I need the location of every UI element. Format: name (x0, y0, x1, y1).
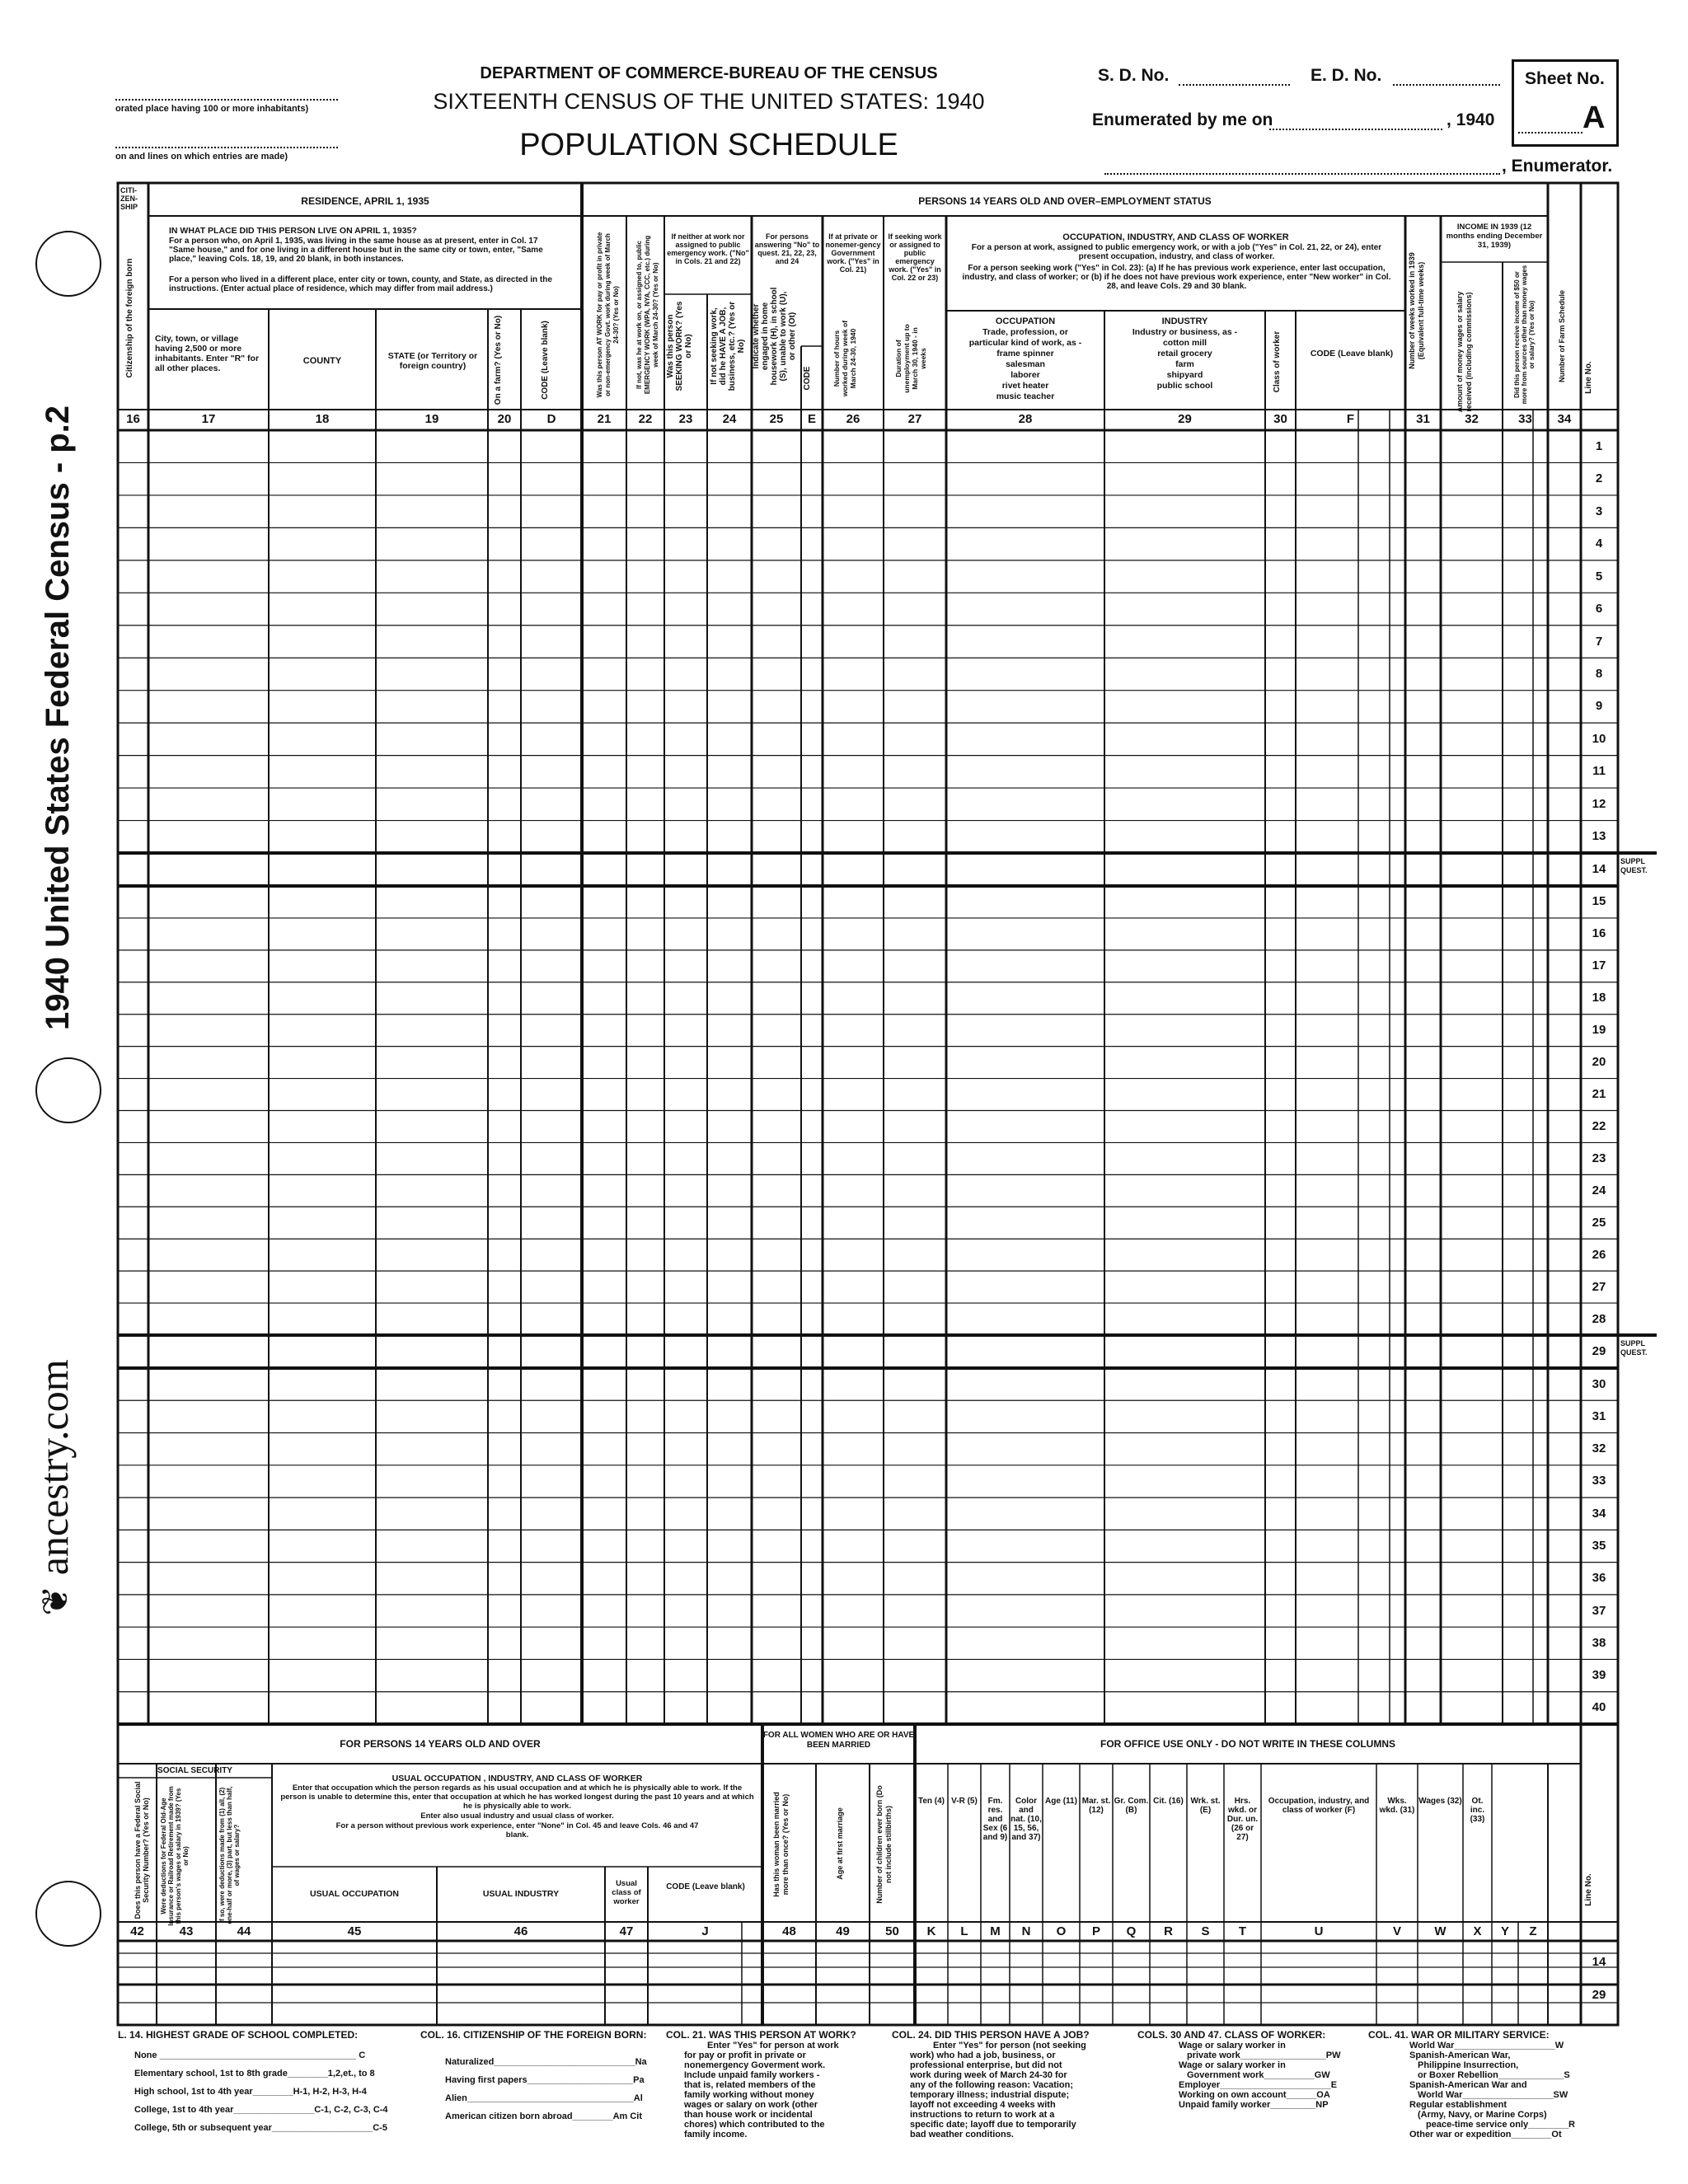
col29-example: Industry or business, as - (1132, 327, 1238, 337)
suppl-quest-14: SUPPL QUEST. (1620, 857, 1648, 874)
line-number: 28 (1592, 1311, 1606, 1326)
footnote-line: Having first papers_____________________Pa (445, 2075, 645, 2085)
usual-title: USUAL OCCUPATION , INDUSTRY, AND CLASS OF WORKER (392, 1774, 643, 1783)
line-number: 37 (1592, 1603, 1606, 1618)
footnote-line: Wage or salary worker in (1179, 2041, 1286, 2050)
column-number: 34 (1557, 412, 1572, 426)
enumerated-label: Enumerated by me on (1092, 110, 1273, 129)
employment-header: PERSONS 14 YEARS OLD AND OVER–EMPLOYMENT STATUS (918, 195, 1212, 207)
column-number: R (1164, 1924, 1173, 1938)
column-number: Q (1126, 1924, 1137, 1938)
footnote-line: instructions to return to work at a (910, 2110, 1055, 2120)
left-note-2: on and lines on which entries are made) (115, 152, 288, 162)
line-number: 2 (1595, 471, 1603, 486)
col34-header: Number of Farm Schedule (1558, 289, 1566, 383)
column-number: 30 (1273, 412, 1287, 426)
footnote-line: None _______________________________________ C (134, 2050, 366, 2060)
footnote-line: Employer______________________E (1179, 2080, 1338, 2090)
line-number: 22 (1592, 1118, 1606, 1133)
usual-instr-2: Enter also usual industry and usual class of worker. (420, 1811, 614, 1821)
line-number: 5 (1595, 569, 1603, 583)
col50-header: Number of children ever born (Do not include stillbirths) (875, 1785, 893, 1904)
col31-header: Number of weeks worked in 1939 (Equivalent full-time weeks) (1408, 252, 1425, 369)
office-column-header: Ot. inc. (33) (1470, 1797, 1485, 1824)
line-number: 32 (1592, 1441, 1606, 1456)
column-number: 18 (315, 412, 330, 426)
footnote-line: College, 1st to 4th year________________C-1, C-2, C-3, C-4 (134, 2105, 388, 2115)
colJ-header: CODE (Leave blank) (666, 1882, 745, 1891)
line-number: 10 (1592, 731, 1606, 746)
col29-example: public school (1156, 381, 1213, 391)
dept-title: DEPARTMENT OF COMMERCE-BUREAU OF THE CENSUS (480, 64, 938, 82)
ancestry-brand-text: ancestry.com (30, 1359, 77, 1576)
footnote-line: High school, 1st to 4th year________H-1, H-2, H-3, H-4 (134, 2087, 367, 2097)
column-number: U (1314, 1924, 1324, 1938)
footnote-line: than house work or incidental (684, 2110, 813, 2120)
income-title: INCOME IN 1939 (12 months ending December 31, 1939) (1446, 223, 1543, 250)
footnote-line: (Army, Navy, or Marine Corps) (1418, 2110, 1547, 2120)
column-number: 26 (846, 412, 860, 426)
footnote-col30-title: COLS. 30 AND 47. CLASS OF WORKER: (1137, 2029, 1326, 2041)
footnote-line: temporary illness; industrial dispute; (910, 2090, 1070, 2100)
column-number: K (926, 1924, 936, 1938)
left-note-1: orated place having 100 or more inhabitants) (115, 104, 309, 114)
footnote-line: work during week of March 24-30 for (910, 2070, 1067, 2080)
column-number: 17 (201, 412, 216, 426)
office-header: FOR OFFICE USE ONLY - DO NOT WRITE IN THESE COLUMNS (1100, 1738, 1395, 1750)
footnote-col16-title: COL. 16. CITIZENSHIP OF THE FOREIGN BORN: (420, 2029, 647, 2041)
suppl-quest-29: SUPPL QUEST. (1620, 1339, 1648, 1357)
col49-header: Age at first marriage (836, 1807, 844, 1880)
line-number: 31 (1592, 1408, 1606, 1423)
line-number: 30 (1592, 1376, 1606, 1391)
line-number: 29 (1592, 1344, 1606, 1358)
line-number: 27 (1592, 1279, 1606, 1294)
line-number: 18 (1592, 991, 1606, 1005)
line-number: 3 (1595, 504, 1603, 518)
footnote-col14-title: L. 14. HIGHEST GRADE OF SCHOOL COMPLETED: (118, 2029, 359, 2041)
line-number: 6 (1595, 602, 1603, 616)
line-number: 15 (1592, 894, 1606, 909)
column-number: T (1238, 1924, 1247, 1938)
footnote-line: layoff not exceeding 4 weeks with (910, 2100, 1056, 2110)
col29-example: retail grocery (1157, 349, 1212, 359)
usual-instr-3: For a person without previous work experience, enter "None" in Col. 45 and leave Cols. 46 and 47 blank. (335, 1821, 699, 1840)
column-number: 46 (513, 1924, 528, 1938)
column-number: 27 (907, 412, 922, 426)
column-number: N (1021, 1924, 1031, 1938)
sd-label: S. D. No. (1098, 66, 1170, 85)
office-column-header: Age (11) (1045, 1797, 1077, 1806)
footnote-line: family income. (684, 2130, 748, 2139)
usual-instr-1: Enter that occupation which the person regards as his usual occupation and at which he is physically able to work. If the person is unable to determine this, enter that occupation at which he has worked longest during the past 10 years and at which he is physically able to work. (280, 1783, 754, 1811)
office-column-header: Wrk. st. (E) (1190, 1797, 1221, 1815)
column-number: 25 (769, 412, 784, 426)
footnote-col24 (892, 2029, 1123, 2139)
col28-example: rivet heater (1001, 381, 1049, 391)
bottom-line-no-header: Line No. (1584, 1873, 1593, 1906)
footnote-line: specific date; layoff due to temporarily (910, 2120, 1076, 2130)
office-column-header: Color and nat. (10, 15, 56, and 37) (1010, 1797, 1042, 1842)
footnote-col14 (118, 2029, 415, 2133)
sheet-label: Sheet No. (1525, 69, 1605, 88)
col23-24-header: If neither at work nor assigned to public emergency work. ("No" in Cols. 21 and 22) (667, 232, 749, 265)
column-number: 43 (179, 1924, 194, 1938)
column-number: 49 (836, 1924, 850, 1938)
line-number: 36 (1592, 1571, 1606, 1586)
enumerated-year: , 1940 (1447, 110, 1495, 129)
occupation-title: OCCUPATION, INDUSTRY, AND CLASS OF WORKER (1062, 232, 1289, 242)
column-number: 23 (678, 412, 693, 426)
footnote-line: Enter "Yes" for person at work (707, 2041, 839, 2050)
footnote-line: World War__________________SW (1418, 2090, 1568, 2100)
column-number: 21 (597, 412, 612, 426)
ancestry-leaf-icon: ❦ (35, 1585, 76, 1616)
office-column-header: Wks. wkd. (31) (1379, 1797, 1415, 1815)
column-number: O (1056, 1924, 1067, 1938)
office-column-header: Fm. res. and Sex (6 and 9) (982, 1797, 1008, 1842)
col45-header: USUAL OCCUPATION (310, 1889, 399, 1899)
col28-example: particular kind of work, as - (968, 338, 1082, 348)
footnote-line: bad weather conditions. (910, 2130, 1014, 2139)
column-number: X (1473, 1924, 1482, 1938)
footnote-line: Other war or expedition________Ot (1409, 2130, 1562, 2139)
column-number: L (960, 1924, 968, 1938)
col18-header: COUNTY (302, 356, 342, 366)
footnote-line: College, 5th or subsequent year____________________C-5 (134, 2123, 387, 2133)
line-no-header: Line No. (1584, 361, 1593, 394)
column-number: 45 (347, 1924, 362, 1938)
office-column-header: Cit. (16) (1153, 1797, 1184, 1806)
line-number: 8 (1595, 666, 1603, 681)
footnote-col21 (666, 2029, 880, 2139)
line-number: 33 (1592, 1474, 1606, 1488)
col28-example: frame spinner (996, 349, 1054, 359)
col46-header: USUAL INDUSTRY (482, 1889, 560, 1899)
col22-header: If not, was he at work on, or assigned to, public EMERGENCY WORK (WPA, NYA, CCC, etc.) during week of March 24-30? (Yes or No) (635, 235, 659, 395)
footnote-line: Spanish-American War and (1409, 2080, 1527, 2090)
column-number: Y (1500, 1924, 1509, 1938)
line-number: 17 (1592, 958, 1606, 973)
line-number: 34 (1592, 1506, 1606, 1521)
social-security-header: SOCIAL SECURITY (157, 1766, 232, 1775)
line-number: 14 (1592, 862, 1606, 876)
column-number: 20 (497, 412, 512, 426)
column-number: M (990, 1924, 1001, 1938)
line-number: 16 (1592, 926, 1606, 941)
col27-header: Duration of unemployment up to March 30, 1940 - in weeks (894, 324, 927, 393)
citizenship-header: CITI-ZEN-SHIP (120, 186, 138, 211)
col29-example: cotton mill (1162, 338, 1207, 348)
footnote-line: Unpaid family worker_________NP (1179, 2100, 1329, 2110)
footnote-line: for pay or profit in private or (684, 2050, 806, 2060)
occupation-instr-1: For a person at work, assigned to public emergency work, or with a job ("Yes" in Col. 21, 22, or 24), enter present occupation, industry, and class of worker. (971, 243, 1382, 261)
column-number: 31 (1416, 412, 1430, 426)
footnote-col24-title: COL. 24. DID THIS PERSON HAVE A JOB? (892, 2029, 1090, 2041)
line-number: 13 (1592, 829, 1606, 844)
col26-group-header: If at private or nonemer-gency Government work. ("Yes" in Col. 21) (825, 232, 881, 274)
footnote-line: Philippine Insurrection, (1418, 2060, 1519, 2070)
col28-title: OCCUPATION (995, 316, 1056, 326)
line-number: 39 (1592, 1668, 1606, 1683)
col27-group-header: If seeking work or assigned to public emergency work. ("Yes" in Col. 22 or 23) (888, 232, 942, 282)
office-column-header: Mar. st. (12) (1081, 1797, 1111, 1815)
footnote-line: Working on own account______OA (1179, 2090, 1330, 2100)
ed-label: E. D. No. (1311, 66, 1382, 85)
footnote-line: private work_________________PW (1187, 2050, 1341, 2060)
column-number: 19 (424, 412, 439, 426)
column-number: 44 (237, 1924, 251, 1938)
census-title: SIXTEENTH CENSUS OF THE UNITED STATES: 1940 (433, 89, 985, 114)
line-number: 19 (1592, 1023, 1606, 1038)
col28-example: laborer (1010, 370, 1040, 380)
footnote-line: Elementary school, 1st to 8th grade________1,2,et., to 8 (134, 2069, 375, 2079)
column-number: 29 (1178, 412, 1192, 426)
office-column-header: V-R (5) (951, 1797, 978, 1806)
line-number: 23 (1592, 1151, 1606, 1165)
column-number: 32 (1465, 412, 1479, 426)
footnote-col21-title: COL. 21. WAS THIS PERSON AT WORK? (666, 2029, 856, 2041)
col20-header: On a farm? (Yes or No) (494, 315, 503, 405)
line-number: 26 (1592, 1247, 1606, 1262)
residence-question: IN WHAT PLACE DID THIS PERSON LIVE ON APRIL 1, 1935? (169, 226, 417, 236)
column-number: 33 (1518, 412, 1532, 426)
persons14-header: FOR PERSONS 14 YEARS OLD AND OVER (340, 1738, 541, 1750)
col29-example: farm (1175, 359, 1194, 369)
line-number: 21 (1592, 1087, 1606, 1102)
col29-title: INDUSTRY (1161, 316, 1208, 326)
col29-example: shipyard (1166, 370, 1203, 380)
footnote-col30 (1137, 2029, 1352, 2110)
column-number: Z (1529, 1924, 1537, 1938)
line-number: 24 (1592, 1183, 1606, 1197)
column-number: P (1091, 1924, 1100, 1938)
col25-header: Indicate whether engaged in home housework (H), in school (S), unable to work (U), or other (Ot) (752, 287, 797, 386)
footnote-line: that is, related members of the (684, 2080, 816, 2090)
footnote-line: chores) which contributed to the (684, 2120, 825, 2130)
col23-header: Was this person SEEKING WORK? (Yes or No) (666, 301, 693, 391)
col47-header: Usual class of worker (612, 1879, 641, 1906)
column-number: 42 (130, 1924, 144, 1938)
line-number: 7 (1595, 634, 1603, 649)
column-number: J (701, 1924, 709, 1938)
footnote-line: or Boxer Rebellion_____________S (1418, 2070, 1570, 2080)
footnote-line: work) who had a job, business, or (910, 2050, 1056, 2060)
residence-instr-1: For a person who, on April 1, 1935, was living in the same house as at present, enter in Col. 17 "Same house," and for one living in a different house but in the same city or town, enter, "Same place," leaving Cols. 18, 19, and 20 blank, in both instances. (169, 237, 543, 264)
footnote-line: Include unpaid family workers - (684, 2070, 820, 2080)
column-number: 48 (782, 1924, 796, 1938)
footnote-line: Government work__________GW (1187, 2070, 1330, 2080)
colF-header: CODE (Leave blank) (1310, 349, 1394, 359)
line-number: 25 (1592, 1215, 1606, 1230)
enumerator-label: , Enumerator. (1502, 157, 1613, 176)
col44-header: If so, were deductions made from (1) all, (2) one-half or more, (3) part, but less than half, of wages or salary? (218, 1786, 241, 1924)
col19-header: STATE (or Territory or foreign country) (387, 351, 478, 371)
line-number: 20 (1592, 1055, 1606, 1070)
footnote-line: Naturalized____________________________Na (445, 2057, 647, 2067)
footnote-line: professional enterprise, but did not (910, 2060, 1062, 2070)
col33-header: Did this person receive income of $50 or more from sources other than money wages or salary? (Yes or No) (1513, 265, 1536, 405)
col30-header: Class of worker (1273, 330, 1282, 393)
column-number: S (1201, 1924, 1210, 1938)
column-number: 28 (1018, 412, 1033, 426)
column-number: 50 (885, 1924, 899, 1938)
col32-header: Amount of money wages or salary received (including commissions) (1456, 291, 1473, 413)
footnote-line: Wage or salary worker in (1179, 2060, 1286, 2070)
office-column-header: Wages (32) (1418, 1797, 1462, 1806)
footnote-col16 (420, 2029, 659, 2121)
column-number: D (546, 412, 556, 426)
footnote-line: Regular establishment (1409, 2100, 1507, 2110)
footnote-line: any of the following reason: Vacation; (910, 2080, 1074, 2090)
bottom-line-14: 14 (1592, 1955, 1606, 1969)
colE-header: CODE (803, 366, 812, 391)
col24-header: If not seeking work, did he HAVE A JOB, business, etc.? (Yes or No) (710, 301, 746, 391)
line-number: 9 (1595, 699, 1603, 714)
col42-header: Does this person have a Federal Social Security Number? (Yes or No) (134, 1781, 150, 1919)
column-number: W (1434, 1924, 1447, 1938)
line-number: 4 (1595, 537, 1603, 551)
footnote-line: American citizen born abroad________Am Cit (445, 2111, 643, 2121)
occupation-instr-2: For a person seeking work ("Yes" in Col. 23): (a) If he has previous work experience, enter last occupation, industry, and class of worker; or (b) if he does not have previous work experience, enter "New worker" in Col. 28, and leave Cols. 29 and 30 blank. (962, 264, 1391, 291)
office-column-header: Hrs. wkd. or Dur. un. (26 or 27) (1226, 1797, 1259, 1842)
col43-header: Were deductions for Federal Old-Age Insurance or Railroad Retirement made from this person's wages or salary in 1939? (Yes or No) (160, 1786, 190, 1926)
column-number: 22 (638, 412, 653, 426)
line-number: 11 (1592, 764, 1606, 779)
column-number: 16 (126, 412, 140, 426)
residence-instr-2: For a person who lived in a different place, enter city or town, county, and State, as directed in the instructions. (Enter actual place of residence, which may differ from mail address.) (169, 275, 552, 293)
line-number: 40 (1592, 1700, 1606, 1715)
col25-group-header: For persons answering "No" to quest. 21, 22, 23, and 24 (754, 232, 820, 265)
col17-header: City, town, or village having 2,500 or more inhabitants. Enter "R" for all other places. (155, 334, 260, 373)
col28-example: salesman (1006, 359, 1045, 369)
footnote-col41-title: COL. 41. WAR OR MILITARY SERVICE: (1368, 2029, 1550, 2041)
line-number: 38 (1592, 1635, 1606, 1650)
footnote-col41 (1368, 2029, 1607, 2139)
colD-header: CODE (Leave blank) (541, 321, 550, 400)
office-column-header: Ten (4) (917, 1797, 945, 1806)
women-header: FOR ALL WOMEN WHO ARE OR HAVE BEEN MARRIED (762, 1731, 915, 1750)
col48-header: Has this woman been married more than once? (Yes or No) (772, 1792, 790, 1897)
line-number: 35 (1592, 1539, 1606, 1553)
column-number: E (807, 412, 816, 426)
column-number: F (1346, 412, 1355, 426)
footnote-line: family working without money (684, 2090, 814, 2100)
line-number: 1 (1595, 438, 1603, 453)
column-number: 47 (619, 1924, 634, 1938)
col21-header: Was this person AT WORK for pay or profit in private or non-emergency Govt. work during week of March 24-30? (Yes or No) (596, 232, 620, 398)
side-title: 1940 United States Federal Census - p.2 (40, 405, 76, 1030)
footnote-line: peace-time service only________R (1426, 2120, 1576, 2130)
column-number: 24 (722, 412, 737, 426)
col28-example: Trade, profession, or (982, 327, 1068, 337)
sheet-letter: A (1582, 101, 1606, 135)
footnote-line: World War____________________W (1409, 2041, 1564, 2050)
line-number: 12 (1592, 796, 1606, 811)
footnote-line: wages or salary on work (other (684, 2100, 818, 2110)
footnote-line: Enter "Yes" for person (not seeking (933, 2041, 1086, 2050)
footnote-line: Spanish-American War, (1409, 2050, 1511, 2060)
bottom-line-29: 29 (1592, 1988, 1606, 2002)
footnote-line: nonemergency Goverment work. (684, 2060, 826, 2070)
col16-header: Citizenship of the foreign born (125, 258, 134, 378)
office-column-header: Occupation, industry, and class of worker (F) (1268, 1797, 1370, 1815)
col28-example: music teacher (996, 391, 1055, 401)
footnote-line: Alien_________________________________Al (445, 2093, 643, 2103)
column-number: V (1392, 1924, 1401, 1938)
schedule-title: POPULATION SCHEDULE (519, 128, 898, 162)
residence-header: RESIDENCE, APRIL 1, 1935 (301, 195, 429, 207)
office-column-header: Gr. Com. (B) (1114, 1797, 1149, 1815)
col26-header: Number of hours worked during week of March 24-30, 1940 (832, 320, 857, 397)
